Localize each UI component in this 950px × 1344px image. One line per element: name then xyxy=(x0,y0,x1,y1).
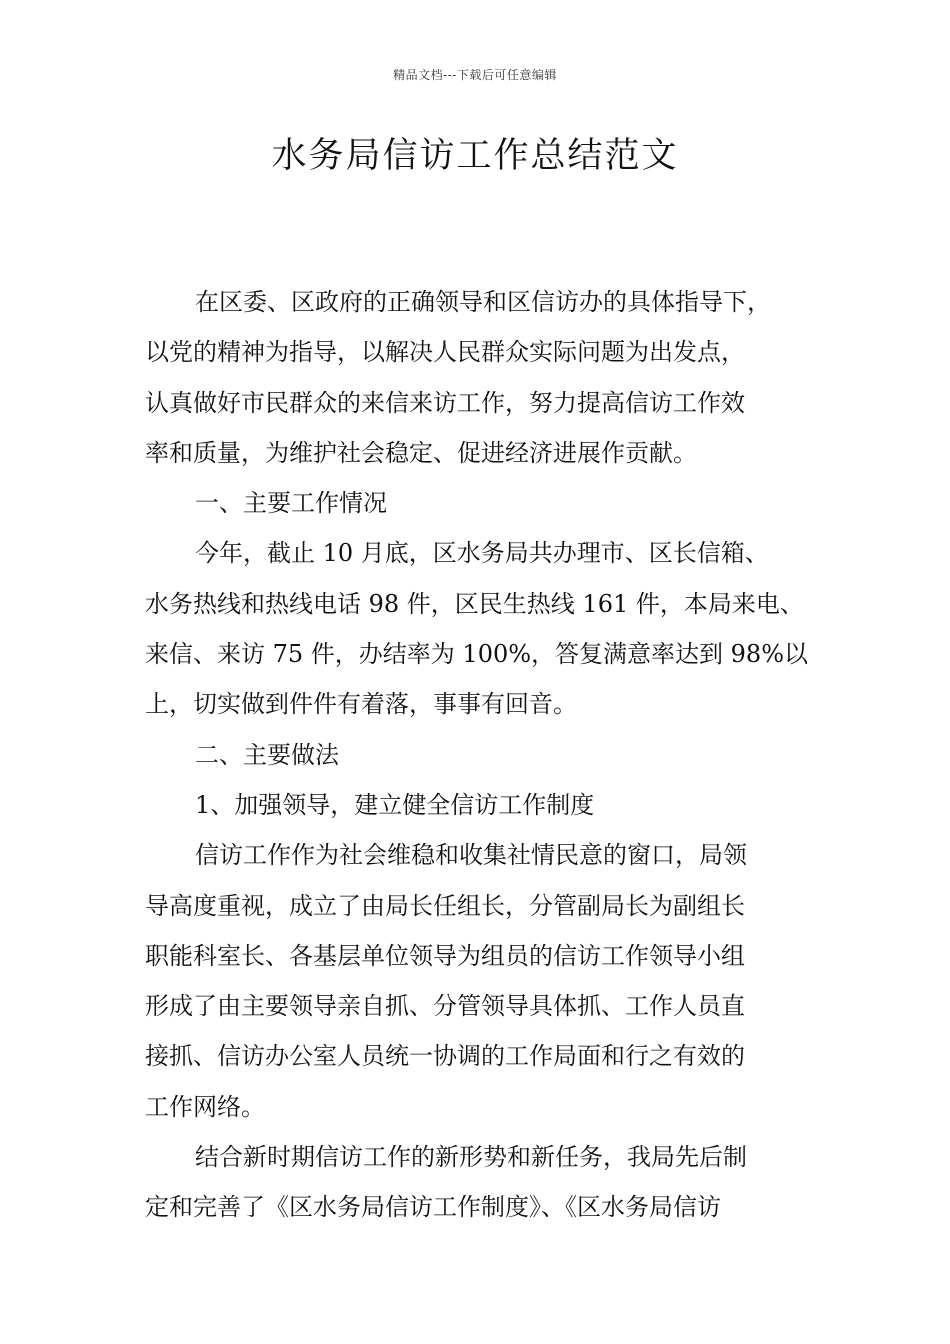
text-line: 职能科室长、各基层单位领导为组员的信访工作领导小组 xyxy=(145,941,745,970)
text-line: 在区委、区政府的正确领导和区信访办的具体指导下， xyxy=(195,288,771,316)
text-line: 工作网络。 xyxy=(145,1092,265,1121)
text-line: 认真做好市民群众的来信来访工作，努力提高信访工作效 xyxy=(145,388,745,417)
text-line: 以党的精神为指导，以解决人民群众实际问题为出发点， xyxy=(145,338,745,367)
text-line: 形成了由主要领导亲自抓、分管领导具体抓、工作人员直 xyxy=(145,992,745,1021)
text-line: 来信、来访 75 件，办结率为 100%，答复满意率达到 98%以 xyxy=(145,640,809,669)
text-line: 一、主要工作情况 xyxy=(195,489,387,518)
text-line: 接抓、信访办公室人员统一协调的工作局面和行之有效的 xyxy=(145,1042,745,1071)
text-line: 信访工作作为社会维稳和收集社情民意的窗口，局领 xyxy=(195,841,747,870)
text-line: 导高度重视，成立了由局长任组长，分管副局长为副组长 xyxy=(145,891,745,920)
document-body xyxy=(145,277,825,1233)
text-line: 率和质量，为维护社会稳定、促进经济进展作贡献。 xyxy=(145,438,697,467)
text-line: 1、加强领导，建立健全信访工作制度 xyxy=(195,790,595,819)
document-title: 水务局信访工作总结范文 xyxy=(271,136,679,176)
text-line: 水务热线和热线电话 98 件，区民生热线 161 件，本局来电、 xyxy=(145,589,804,618)
header-note: 精品文档---下载后可任意编辑 xyxy=(393,68,557,82)
text-line: 二、主要做法 xyxy=(195,740,339,769)
text-line: 定和完善了《区水务局信访工作制度》、《区水务局信访 xyxy=(145,1193,721,1222)
text-line: 上，切实做到件件有着落，事事有回音。 xyxy=(145,690,577,719)
text-line: 结合新时期信访工作的新形势和新任务，我局先后制 xyxy=(195,1143,747,1172)
text-line: 今年，截止 10 月底，区水务局共办理市、区长信箱、 xyxy=(195,539,769,568)
